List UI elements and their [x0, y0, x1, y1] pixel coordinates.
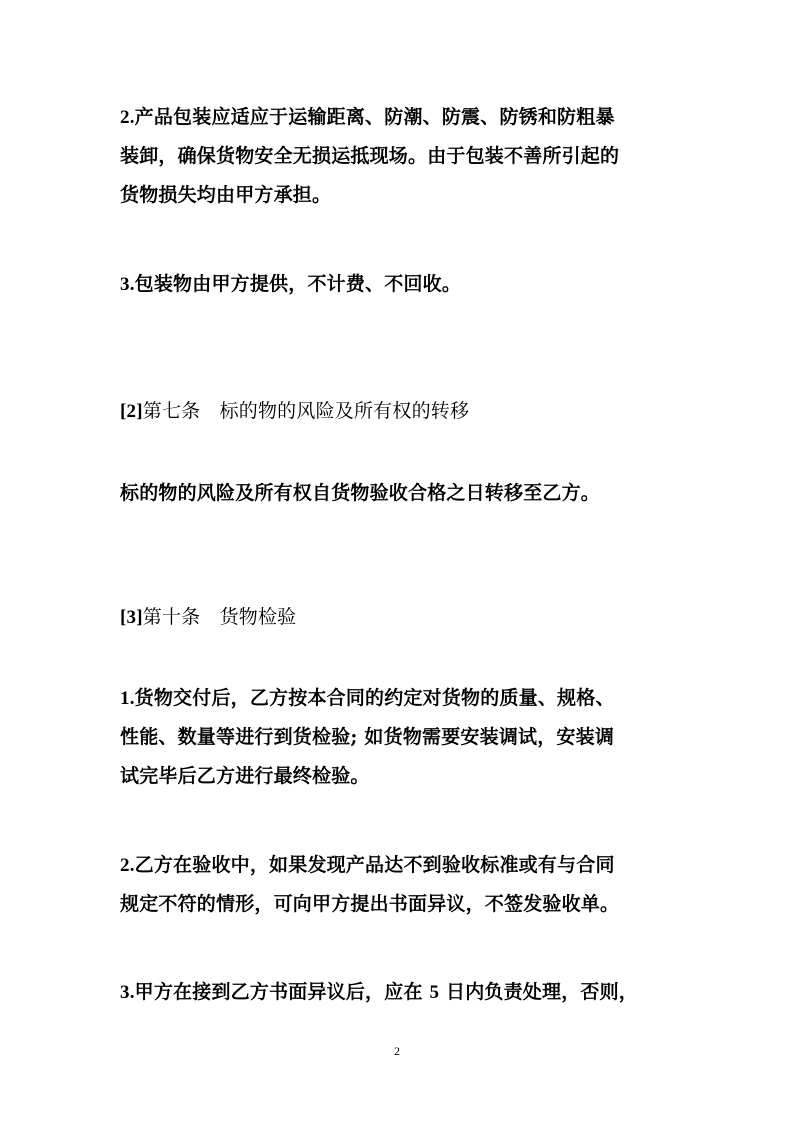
item-number: 2. [120, 855, 135, 876]
line-text: 包装物由甲方提供，不计费、不回收。 [134, 273, 462, 295]
text-line [120, 265, 680, 304]
item-number: 1. [120, 688, 135, 709]
line-text: 产品包装应适应于运输距离、防潮、防震、防锈和防粗暴 [134, 106, 615, 128]
section-heading-article-7 [120, 392, 680, 431]
heading-line [120, 392, 680, 431]
heading-text: 第十条 货物检验 [142, 606, 297, 628]
text-line [120, 98, 680, 137]
heading-text: 第七条 标的物的风险及所有权的转移 [142, 400, 470, 422]
paragraph-packaging-supply [120, 265, 680, 304]
section-heading-article-10 [120, 598, 680, 637]
text-line [120, 679, 680, 718]
page-number: 2 [394, 1044, 400, 1058]
paragraph-goods-inspection [120, 679, 680, 796]
text-line: 货物损失均由甲方承担。 [120, 184, 332, 206]
heading-line [120, 598, 680, 637]
text-line [120, 846, 680, 885]
item-number: 3. [120, 274, 135, 295]
text-line: 标的物的风险及所有权自货物验收合格之日转移至乙方。 [120, 482, 601, 504]
footnote-marker: [2] [120, 401, 143, 422]
text-line: 装卸，确保货物安全无损运抵现场。由于包装不善所引起的 [120, 145, 620, 167]
text-line [120, 973, 680, 1012]
paragraph-written-objection [120, 846, 680, 924]
line-text: 日内负责处理，否则， [439, 981, 639, 1003]
item-number: 2. [120, 107, 135, 128]
footnote-marker: [3] [120, 607, 143, 628]
line-text: 甲方在接到乙方书面异议后，应在 [134, 981, 430, 1003]
paragraph-objection-handling [120, 973, 680, 1012]
item-number: 3. [120, 982, 135, 1003]
text-line: 规定不符的情形，可向甲方提出书面异议，不签发验收单。 [120, 893, 620, 915]
paragraph-packaging-requirements [120, 98, 680, 215]
line-text: 乙方在验收中，如果发现产品达不到验收标准或有与合同 [134, 854, 615, 876]
paragraph-risk-transfer [120, 474, 680, 513]
line-text: 货物交付后，乙方按本合同的约定对货物的质量、规格、 [134, 687, 615, 709]
text-line: 性能、数量等进行到货检验; 如货物需要安装调试，安装调 [120, 726, 615, 748]
days-value: 5 [429, 982, 440, 1003]
text-line: 试完毕后乙方进行最终检验。 [120, 765, 370, 787]
